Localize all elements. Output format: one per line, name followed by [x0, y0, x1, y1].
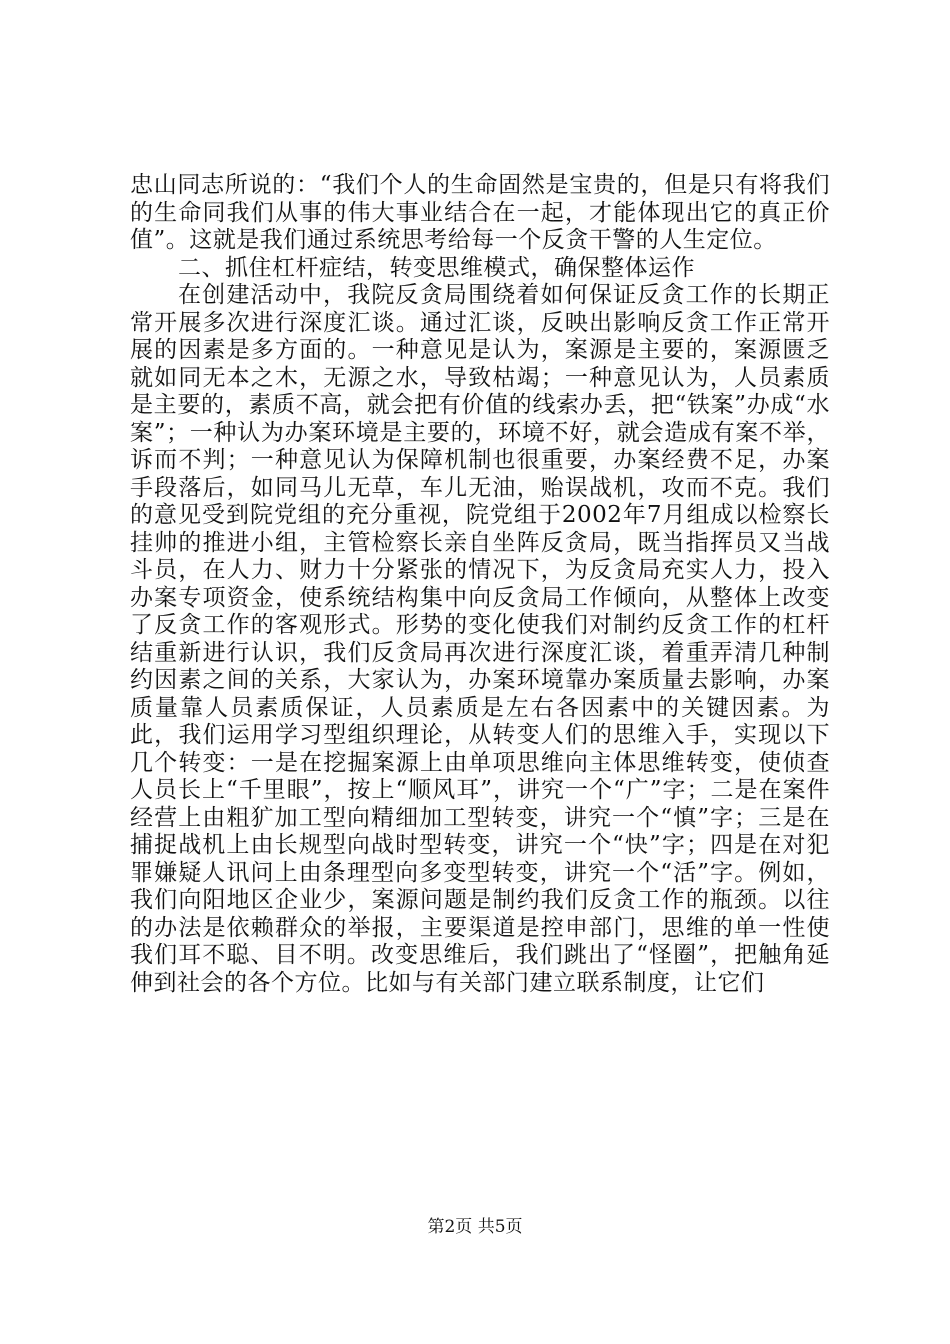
paragraph-continuation: 忠山同志所说的：“我们个人的生命固然是宝贵的，但是只有将我们的生命同我们从事的伟大事业结合在一起，才能体现出它的真正价值”。这就是我们通过系统思考给每一个反贪干警的人生定位。 [130, 172, 830, 253]
page-number-label: 第2页 共5页 [427, 1217, 523, 1237]
document-body [130, 172, 830, 997]
section-heading: 二、抓住杠杆症结，转变思维模式，确保整体运作 [178, 254, 695, 281]
page-footer [0, 1216, 950, 1238]
paragraph-body: 在创建活动中，我院反贪局围绕着如何保证反贪工作的长期正常开展多次进行深度汇谈。通过汇谈，反映出影响反贪工作正常开展的因素是多方面的。一种意见是认为，案源是主要的，案源匮乏就如同无本之木，无源之水，导致枯竭；一种意见认为，人员素质是主要的，素质不高，就会把有价值的线索办丢，把“铁案”办成“水案”；一种认为办案环境是主要的，环境不好，就会造成有案不举，诉而不判；一种意见认为保障机制也很重要，办案经费不足，办案手段落后，如同马儿无草，车儿无油，贻误战机，攻而不克。我们的意见受到院党组的充分重视，院党组于2002年7月组成以检察长挂帅的推进小组，主管检察长亲自坐阵反贪局，既当指挥员又当战斗员，在人力、财力十分紧张的情况下，为反贪局充实人力，投入办案专项资金，使系统结构集中向反贪局工作倾向，从整体上改变了反贪工作的客观形式。形势的变化使我们对制约反贪工作的杠杆结重新进行认识，我们反贪局再次进行深度汇谈，着重弄清几种制约因素之间的关系，大家认为，办案环境靠办案质量去影响，办案质量靠人员素质保证，人员素质是左右各因素中的关键因素。为此，我们运用学习型组织理论，从转变人们的思维入手，实现以下几个转变：一是在挖掘案源上由单项思维向主体思维转变，使侦查人员长上“千里眼”，按上“顺风耳”，讲究一个“广”字；二是在案件经营上由粗犷加工型向精细加工型转变，讲究一个“慎”字；三是在捕捉战机上由长规型向战时型转变，讲究一个“快”字；四是在对犯罪嫌疑人讯问上由条理型向多变型转变，讲究一个“活”字。例如，我们向阳地区企业少，案源问题是制约我们反贪工作的瓶颈。以往的办法是依赖群众的举报，主要渠道是控申部门，思维的单一性使我们耳不聪、目不明。改变思维后，我们跳出了“怪圈”，把触角延伸到社会的各个方位。比如与有关部门建立联系制度，让它们 [130, 282, 830, 996]
